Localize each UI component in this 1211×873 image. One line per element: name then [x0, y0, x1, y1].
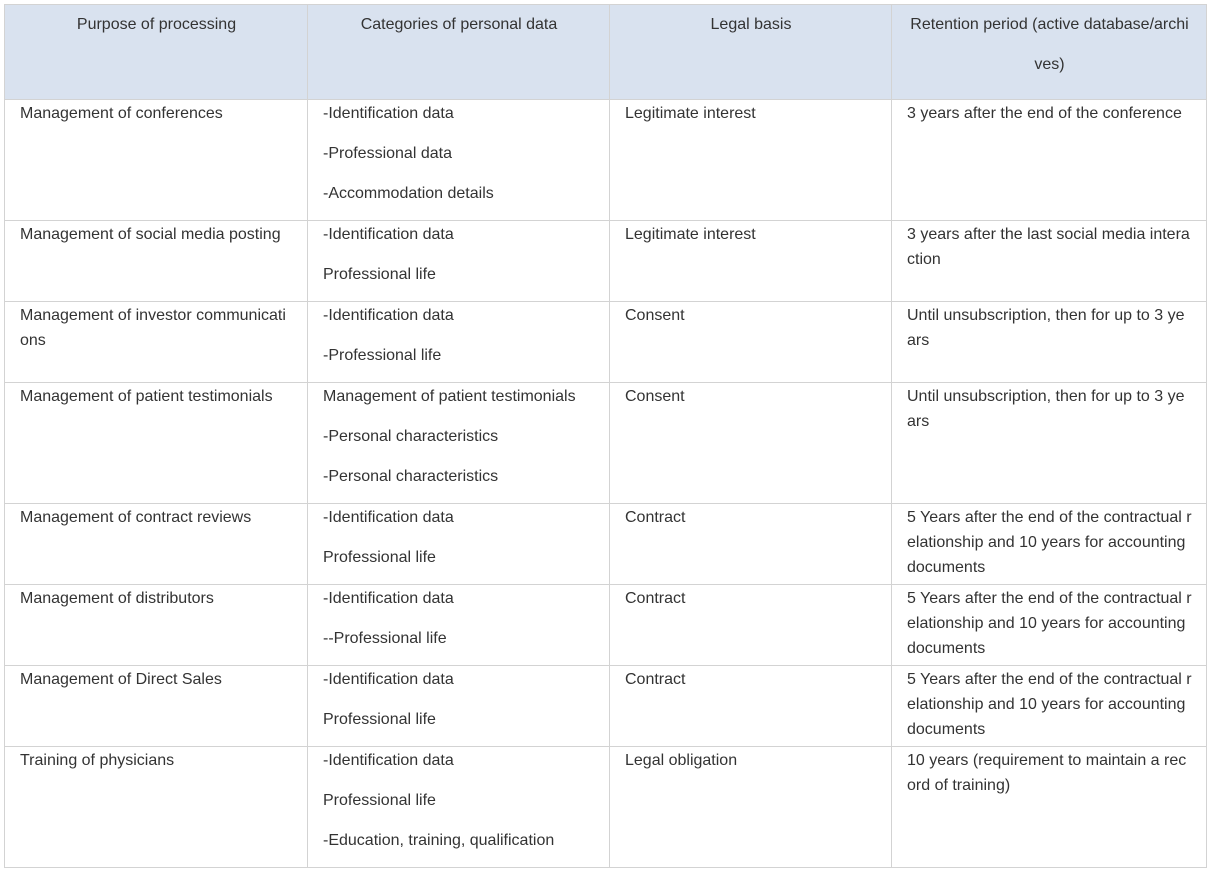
purpose-cell: Management of patient testimonials [5, 383, 308, 504]
categories-cell [308, 747, 610, 868]
category-item: Professional life [323, 266, 436, 283]
retention-cell: Until unsubscription, then for up to 3 years [892, 383, 1207, 504]
categories-cell [308, 504, 610, 585]
table-row [5, 504, 1207, 585]
category-item: -Identification data [323, 105, 454, 122]
category-item: Professional life [323, 549, 436, 566]
category-item: -Accommodation details [323, 185, 494, 202]
header-purpose: Purpose of processing [5, 5, 308, 100]
category-item: -Identification data [323, 509, 454, 526]
table-row [5, 221, 1207, 302]
retention-cell: 10 years (requirement to maintain a record of training) [892, 747, 1207, 868]
purpose-cell: Management of investor communications [5, 302, 308, 383]
categories-cell [308, 383, 610, 504]
legal-basis-cell: Contract [610, 666, 892, 747]
retention-cell: 5 Years after the end of the contractual relationship and 10 years for accounting documents [892, 585, 1207, 666]
legal-basis-cell: Legal obligation [610, 747, 892, 868]
categories-cell [308, 585, 610, 666]
category-item: Professional life [323, 711, 436, 728]
category-item: Professional life [323, 792, 436, 809]
purpose-cell: Management of conferences [5, 100, 308, 221]
purpose-cell: Training of physicians [5, 747, 308, 868]
table-row [5, 100, 1207, 221]
categories-cell [308, 302, 610, 383]
header-legal-basis: Legal basis [610, 5, 892, 100]
header-retention: Retention period (active database/archives) [892, 5, 1207, 100]
table-row [5, 666, 1207, 747]
table-header [5, 5, 1207, 100]
header-row [5, 5, 1207, 100]
retention-cell: 3 years after the end of the conference [892, 100, 1207, 221]
legal-basis-cell: Legitimate interest [610, 221, 892, 302]
table-row [5, 302, 1207, 383]
category-item: -Identification data [323, 752, 454, 769]
legal-basis-cell: Legitimate interest [610, 100, 892, 221]
legal-basis-cell: Consent [610, 302, 892, 383]
retention-cell: 5 Years after the end of the contractual relationship and 10 years for accounting documents [892, 504, 1207, 585]
legal-basis-cell: Contract [610, 504, 892, 585]
table-row [5, 585, 1207, 666]
retention-cell: 5 Years after the end of the contractual relationship and 10 years for accounting documents [892, 666, 1207, 747]
purpose-cell: Management of Direct Sales [5, 666, 308, 747]
legal-basis-cell: Contract [610, 585, 892, 666]
retention-cell: 3 years after the last social media interaction [892, 221, 1207, 302]
category-item: -Identification data [323, 226, 454, 243]
category-item: -Identification data [323, 671, 454, 688]
header-categories: Categories of personal data [308, 5, 610, 100]
category-item: -Personal characteristics [323, 428, 499, 445]
retention-cell: Until unsubscription, then for up to 3 years [892, 302, 1207, 383]
table-row [5, 747, 1207, 868]
legal-basis-cell: Consent [610, 383, 892, 504]
category-item: -Identification data [323, 307, 454, 324]
category-item: -Professional data [323, 145, 452, 162]
table-body [5, 100, 1207, 868]
data-processing-table [4, 4, 1207, 868]
categories-cell [308, 221, 610, 302]
category-item: -Identification data [323, 590, 454, 607]
purpose-cell: Management of social media posting [5, 221, 308, 302]
category-item: --Professional life [323, 630, 447, 647]
purpose-cell: Management of distributors [5, 585, 308, 666]
category-item: -Education, training, qualification [323, 832, 555, 849]
category-item: -Professional life [323, 347, 442, 364]
table-row [5, 383, 1207, 504]
categories-cell [308, 100, 610, 221]
purpose-cell: Management of contract reviews [5, 504, 308, 585]
category-item: -Personal characteristics [323, 468, 499, 485]
categories-cell [308, 666, 610, 747]
category-item: Management of patient testimonials [323, 388, 576, 405]
